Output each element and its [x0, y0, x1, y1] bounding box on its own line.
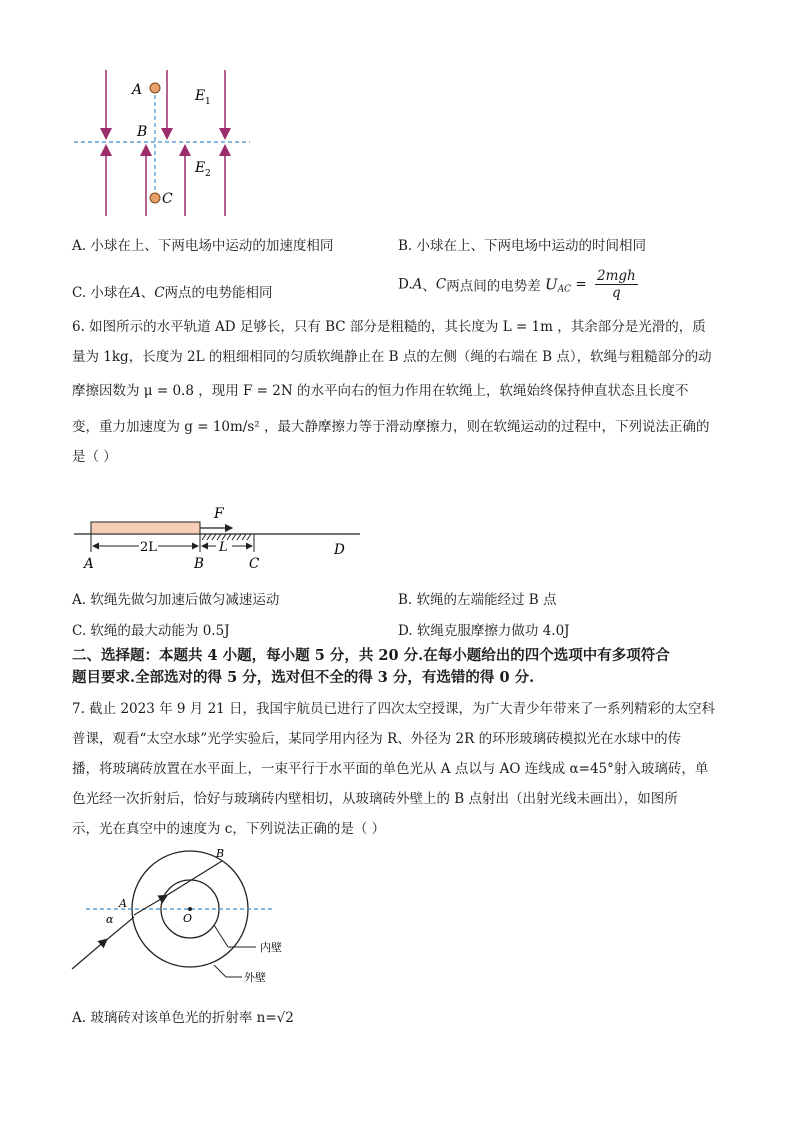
q5-option-d-eq: =	[575, 276, 587, 293]
q6-option-d[interactable]: D. 软绳克服摩擦力做功 4.0J	[398, 623, 570, 639]
label-length-l: L	[219, 540, 228, 555]
label-outer-wall: 外壁	[244, 971, 266, 984]
label-point-a: A	[132, 82, 143, 98]
q6-line-5: 是（ ）	[72, 449, 117, 465]
q5-option-d-pre: D.	[398, 276, 413, 293]
q5-option-a[interactable]: A. 小球在上、下两电场中运动的加速度相同	[72, 238, 334, 254]
label-point-c: C	[162, 191, 173, 207]
label-inner-wall: 内壁	[260, 941, 282, 954]
q6-option-a[interactable]: A. 软绳先做匀加速后做匀减速运动	[72, 592, 280, 608]
q5-option-b[interactable]: B. 小球在上、下两电场中运动的时间相同	[398, 238, 647, 254]
label-point-d: D	[334, 542, 345, 558]
q7-line-2: 普课，观看“太空水球”光学实验后，某同学用内径为 R、外径为 2R 的环形玻璃砖模拟光在水球中的传	[72, 731, 682, 747]
q7-line-3: 播，将玻璃砖放置在水平面上，一束平行于水平面的单色光从 A 点以与 AO 连线成 α=45°射入玻璃砖，单	[72, 761, 709, 777]
label-angle-alpha: α	[106, 913, 114, 926]
q5-option-c-mid: 、	[140, 285, 155, 301]
label-e1-sub: 1	[205, 97, 211, 107]
q7-line-1: 7. 截止 2023 年 9 月 21 日，我国宇航员已进行了四次太空授课，为广大青少年带来了一系列精彩的太空科	[72, 701, 716, 717]
q5-option-d-den: q	[612, 285, 621, 301]
label-point-a: A	[84, 556, 94, 572]
q6-line-2: 量为 1kg，长度为 2L 的粗细相同的匀质软绳静止在 B 点的左侧（绳的右端在 B 点），软绳与粗糙部分的动	[72, 349, 712, 365]
q5-option-d-u: U	[545, 275, 558, 294]
q5-option-d-c: C	[435, 276, 447, 293]
q5-option-d-fraction	[595, 268, 638, 301]
section-2-line-1: 二、选择题：本题共 4 小题，每小题 5 分，共 20 分.在每小题给出的四个选项中有多项符合	[72, 647, 670, 664]
q5-option-d-mid: 、	[422, 278, 436, 295]
label-point-b: B	[137, 124, 148, 140]
label-e1: E	[195, 88, 206, 104]
q6-option-c[interactable]: C. 软绳的最大动能为 0.5J	[72, 623, 230, 639]
label-point-b: B	[216, 847, 225, 860]
q5-option-d-a: A	[412, 276, 423, 293]
q5-option-c-c: C	[154, 285, 165, 301]
q5-option-d-num: 2mgh	[596, 268, 636, 284]
q7-line-5: 示，光在真空中的速度为 c，下列说法正确的是（ ）	[72, 821, 386, 837]
figure-q7-ring-glass	[66, 845, 316, 995]
q5-option-c-post: 两点的电势能相同	[164, 285, 273, 301]
label-point-a: A	[119, 897, 127, 910]
q5-option-c-a: A	[130, 285, 141, 301]
label-force-f: F	[214, 506, 224, 522]
q5-option-d-usub: AC	[557, 284, 572, 295]
figure-q6-rope-track	[66, 500, 366, 574]
q7-stem	[72, 694, 732, 844]
label-point-b: B	[194, 556, 204, 572]
q7-option-a-value: √2	[276, 1010, 294, 1026]
label-point-c: C	[249, 556, 260, 572]
label-e2-sub: 2	[205, 169, 211, 179]
q5-option-d-post: 两点间的电势差	[446, 278, 541, 295]
label-center-o: O	[183, 912, 193, 925]
label-length-2l: 2L	[140, 540, 157, 555]
q5-option-c-pre: C. 小球在	[72, 285, 131, 301]
q7-option-a-text: A. 玻璃砖对该单色光的折射率 n=	[72, 1010, 277, 1026]
q6-option-b[interactable]: B. 软绳的左端能经过 B 点	[398, 592, 557, 608]
section-2-header	[72, 645, 732, 689]
q7-option-a[interactable]	[72, 1006, 294, 1026]
label-e2: E	[195, 160, 206, 176]
q6-line-3: 摩擦因数为 μ = 0.8 ，现用 F = 2N 的水平向右的恒力作用在软绳上，软绳始终保持伸直状态且长度不	[72, 383, 689, 399]
q6-line-4: 变，重力加速度为 g = 10m/s² ，最大静摩擦力等于滑动摩擦力，则在软绳运动的过程中，下列说法正确的	[72, 419, 710, 435]
q5-option-d[interactable]	[398, 268, 638, 301]
q5-option-c[interactable]	[72, 281, 273, 301]
q6-line-1: 6. 如图所示的水平轨道 AD 足够长，只有 BC 部分是粗糙的，其长度为 L = 1m ，其余部分是光滑的，质	[72, 319, 706, 335]
figure-q5-electric-field	[60, 62, 260, 222]
q6-stem	[72, 312, 732, 472]
section-2-line-2: 题目要求.全部选对的得 5 分，选对但不全的得 3 分，有选错的得 0 分.	[72, 669, 535, 686]
q7-line-4: 色光经一次折射后，恰好与玻璃砖内壁相切，从玻璃砖外壁上的 B 点射出（出射光线未画出），如图所	[72, 791, 678, 807]
